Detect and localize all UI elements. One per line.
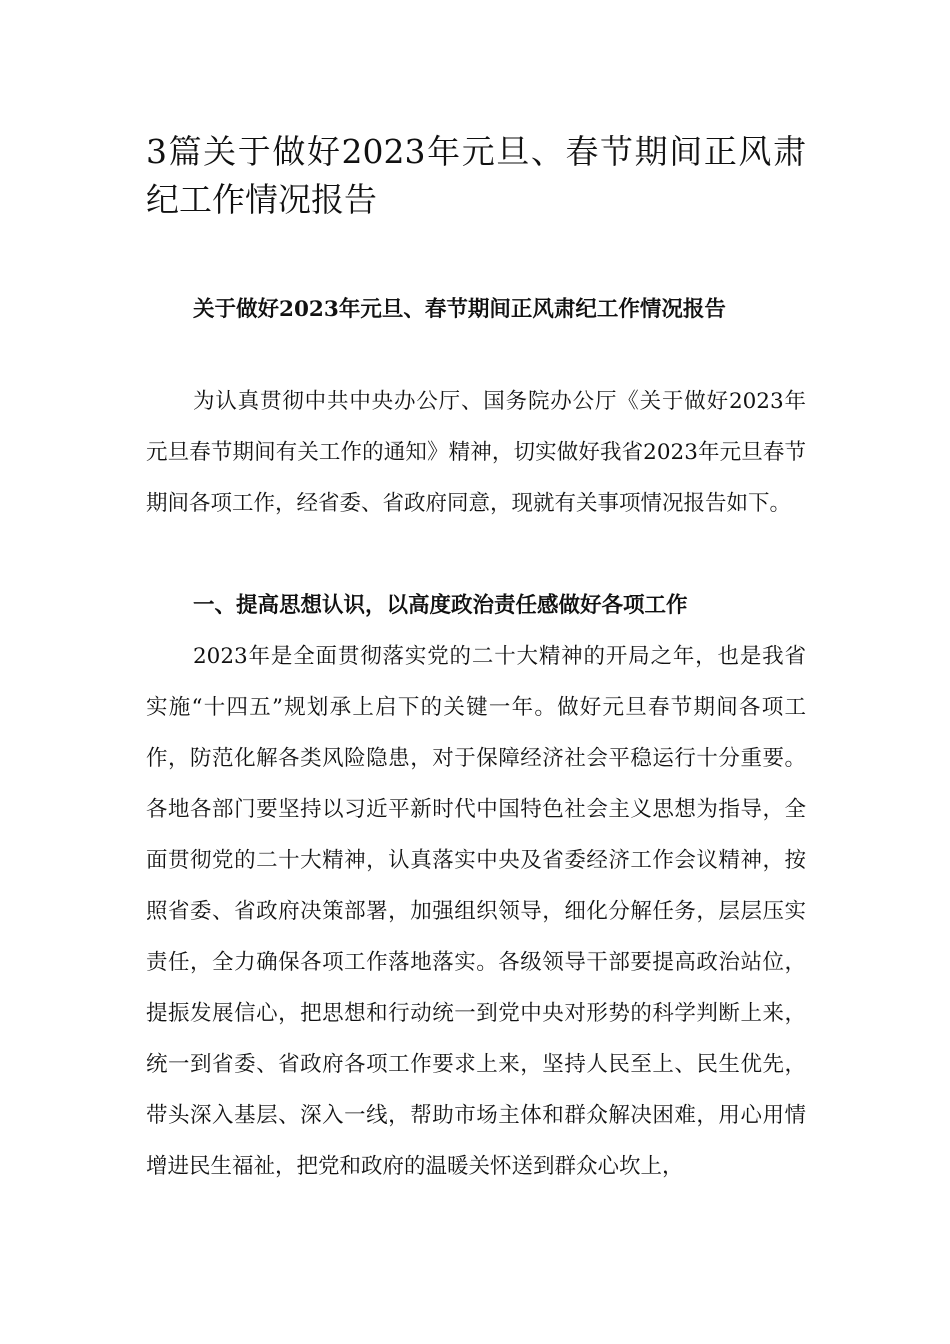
document-title: 3篇关于做好2023年元旦、春节期间正风肃纪工作情况报告 bbox=[146, 132, 806, 219]
article-title: 关于做好2023年元旦、春节期间正风肃纪工作情况报告 bbox=[193, 297, 726, 322]
section-1-paragraph: 2023年是全面贯彻落实党的二十大精神的开局之年，也是我省实施“十四五”规划承上启下的关键一年。做好元旦春节期间各项工作，防范化解各类风险隐患，对于保障经济社会平稳运行十分重要。各地各部门要坚持以习近平新时代中国特色社会主义思想为指导，全面贯彻党的二十大精神，认真落实中央及省委经济工作会议精神，按照省委、省政府决策部署，加强组织领导，细化分解任务，层层压实责任，全力确保各项工作落地落实。各级领导干部要提高政治站位，提振发展信心，把思想和行动统一到党中央对形势的科学判断上来，统一到省委、省政府各项工作要求上来，坚持人民至上、民生优先，带头深入基层、深入一线，帮助市场主体和群众解决困难，用心用情增进民生福祉，把党和政府的温暖关怀送到群众心坎上， bbox=[146, 644, 806, 1179]
intro-paragraph: 为认真贯彻中共中央办公厅、国务院办公厅《关于做好2023年元旦春节期间有关工作的通知》精神，切实做好我省2023年元旦春节期间各项工作，经省委、省政府同意，现就有关事项情况报告如下。 bbox=[146, 389, 806, 516]
section-1-heading: 一、提高思想认识，以高度政治责任感做好各项工作 bbox=[193, 593, 688, 618]
